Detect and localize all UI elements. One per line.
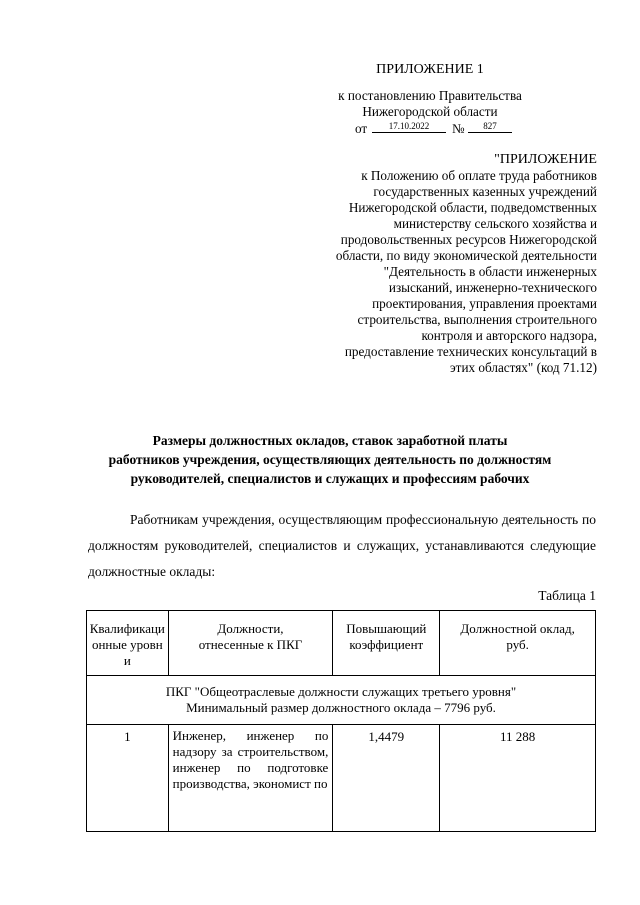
appendix-line: "Деятельность в области инженерных (383, 264, 597, 279)
table-label: Таблица 1 (538, 588, 596, 603)
appendix-line: проектирования, управления проектами (372, 296, 597, 311)
appendix-line: этих областях" (код 71.12) (450, 360, 597, 375)
resolution-date: 17.10.2022 (372, 120, 446, 133)
appendix-block (336, 152, 597, 376)
cell-level: 1 (87, 725, 169, 832)
group-subtitle: Минимальный размер должностного оклада – 7796 руб. (186, 700, 496, 715)
header-positions: Должности, отнесенные к ПКГ (168, 611, 333, 676)
appendix-line: государственных казенных учреждений (373, 184, 597, 199)
header-levels: Квалификационные уровни (87, 611, 169, 676)
group-row (87, 676, 596, 725)
appendix-title: ПРИЛОЖЕНИЕ 1 (376, 62, 484, 77)
appendix-line: министерству сельского хозяйства и (393, 216, 597, 231)
title-line: Размеры должностных окладов, ставок заработной платы (152, 433, 508, 448)
from-label: от (355, 121, 368, 136)
appendix-line: к Положению об оплате труда работников (361, 168, 597, 183)
title-line: работников учреждения, осуществляющих деятельность по должностям (108, 452, 552, 467)
table-header-row (87, 611, 596, 676)
group-title: ПКГ "Общеотраслевые должности служащих третьего уровня" (165, 684, 517, 699)
cell-salary: 11 288 (440, 725, 596, 832)
cell-coefficient: 1,4479 (333, 725, 440, 832)
cell-positions: Инженер, инженер по надзору за строительством, инженер по подготовке производства, экономист по (168, 725, 333, 832)
appendix-line: "ПРИЛОЖЕНИЕ (494, 152, 597, 167)
title-line: руководителей, специалистов и служащих и профессиям рабочих (130, 471, 530, 486)
appendix-line: строительства, выполнения строительного (357, 312, 597, 327)
appendix-line: области, по виду экономической деятельности (335, 248, 597, 263)
salary-table (86, 610, 596, 832)
body-paragraph: Работникам учреждения, осуществляющим профессиональную деятельность по должностям руководителей, специалистов и служащих, устанавливаются следующие должностные оклады: (88, 512, 596, 579)
table-row (87, 725, 596, 832)
document-title (70, 431, 590, 488)
appendix-line: контроля и авторского надзора, (421, 328, 597, 343)
number-label: № (452, 121, 465, 136)
appendix-line: Нижегородской области, подведомственных (348, 200, 597, 215)
appendix-line: предоставление технических консультаций в (344, 344, 597, 359)
region-line: Нижегородской области (362, 104, 498, 119)
header-coefficient: Повышающий коэффициент (333, 611, 440, 676)
appendix-line: изысканий, инженерно-технического (388, 280, 597, 295)
header-salary: Должностной оклад, руб. (440, 611, 596, 676)
resolution-number: 827 (468, 120, 512, 133)
resolution-line: к постановлению Правительства (338, 88, 522, 103)
appendix-line: продовольственных ресурсов Нижегородской (340, 232, 597, 247)
